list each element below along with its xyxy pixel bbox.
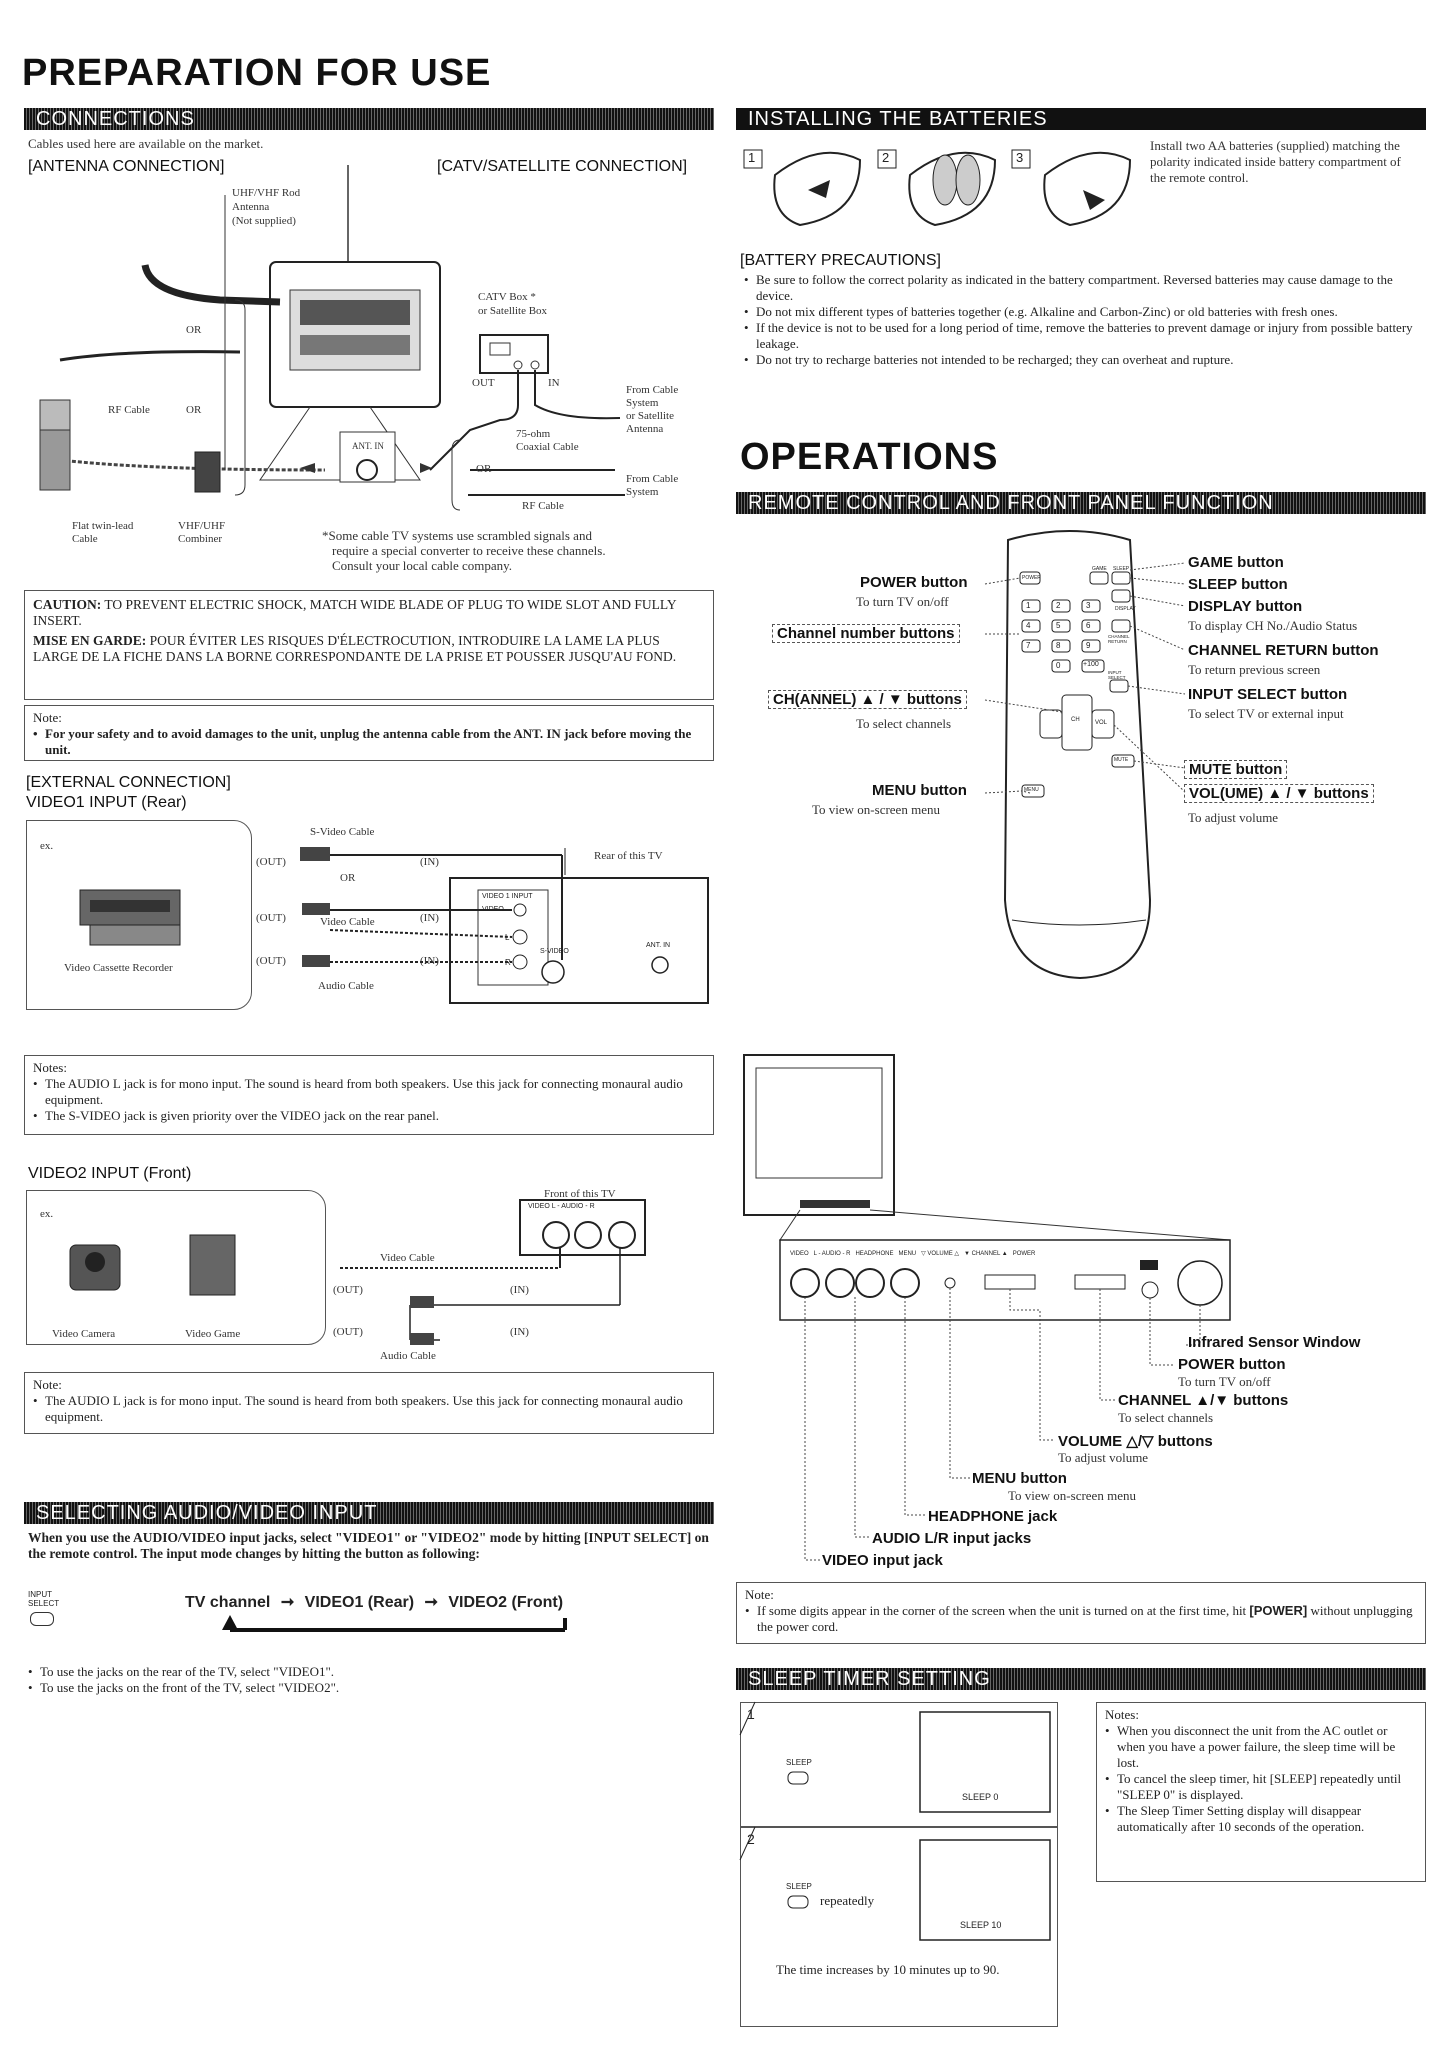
front-panel-labels: VIDEO L - AUDIO - R HEADPHONE MENU ▽ VOLUME △ ▼ CHANNEL ▲ POWER: [790, 1251, 1036, 1257]
remote-header: REMOTE CONTROL AND FRONT PANEL FUNCTION: [736, 492, 1426, 514]
display-desc: To display CH No./Audio Status: [1188, 618, 1358, 633]
ant-in-label: ANT. IN: [352, 441, 384, 451]
video1-title: VIDEO1 INPUT (Rear): [26, 794, 187, 811]
fp-power-desc: To turn TV on/off: [1178, 1374, 1271, 1389]
step-1: 1: [748, 150, 756, 165]
out-label: (OUT): [256, 955, 286, 967]
fp-volume-label: VOLUME △/▽ buttons: [1058, 1433, 1213, 1450]
remote-power-key[interactable]: POWER: [1022, 575, 1041, 581]
ex-label: ex.: [40, 1208, 54, 1220]
ex-label: ex.: [40, 840, 54, 852]
power-desc: To turn TV on/off: [856, 594, 949, 609]
channel-desc: To select channels: [856, 716, 952, 731]
flat-twin-label: Flat twin-lead Cable: [72, 520, 134, 545]
or-label: OR: [476, 463, 492, 475]
video1-notes-box: Notes: • The AUDIO L jack is for mono input. The sound is heard from both speakers. Use this jack for connecting monaural audio equipment. • The S-VIDEO jack is given priority over the VIDEO jack on the rear panel.: [24, 1055, 714, 1135]
in-label: (IN): [510, 1284, 529, 1296]
antenna-label: UHF/VHF Rod Antenna (Not supplied): [232, 187, 301, 227]
remote-display-key[interactable]: DISPLAY: [1115, 606, 1136, 612]
selecting-tips: • To use the jacks on the rear of the TV, select "VIDEO1". • To use the jacks on the front of the TV, select "VIDEO2".: [28, 1664, 339, 1696]
rear-tv-label: Rear of this TV: [594, 850, 663, 862]
num-key[interactable]: 4: [1026, 621, 1031, 630]
sleep-header: SLEEP TIMER SETTING: [736, 1668, 1426, 1690]
page-title: PREPARATION FOR USE: [22, 52, 492, 94]
fp-headphone-label: HEADPHONE jack: [928, 1508, 1058, 1525]
menu-desc: To view on-screen menu: [812, 802, 940, 817]
from-cable-label: From Cable System or Satellite Antenna: [626, 384, 679, 435]
in-label: (IN): [420, 912, 439, 924]
coax-label: 75-ohm Coaxial Cable: [516, 428, 579, 453]
remote-game-key[interactable]: GAME: [1092, 566, 1107, 572]
l-jack-label: L: [505, 933, 510, 942]
input-select-desc: To select TV or external input: [1188, 706, 1344, 721]
in-label: (IN): [420, 955, 439, 967]
vcr-label: Video Cassette Recorder: [64, 962, 173, 974]
external-connection-title: [EXTERNAL CONNECTION]: [26, 774, 231, 791]
scrambled-note: *Some cable TV systems use scrambled signals and require a special converter to receive these channels. Consult your local cable company.: [322, 528, 606, 573]
channel-return-desc: To return previous screen: [1188, 662, 1321, 677]
num-key[interactable]: 2: [1056, 601, 1061, 610]
channel-return-label: CHANNEL RETURN button: [1188, 642, 1379, 659]
remote-mute-key[interactable]: MUTE: [1114, 757, 1129, 763]
out-label: (OUT): [333, 1284, 363, 1296]
caution-box: CAUTION: TO PREVENT ELECTRIC SHOCK, MATCH WIDE BLADE OF PLUG TO WIDE SLOT AND FULLY INSERT. MISE EN GARDE: POUR ÉVITER LES RISQUES D'ÉLECTROCUTION, INTRODUIRE LA LAME LA PLUS LARGE DE LA FICHE DANS LA BORNE CORRESPONDANTE DE LA PRISE ET POUSSER JUSQU'AU FOND.: [24, 590, 714, 700]
catv-box-label: CATV Box * or Satellite Box: [478, 291, 548, 317]
ant-in-label: ANT. IN: [646, 942, 671, 949]
video2-note-box: Note: • The AUDIO L jack is for mono input. The sound is heard from both speakers. Use this jack for connecting monaural audio equipment.: [24, 1372, 714, 1434]
from-cable-system-label: From Cable System: [626, 473, 679, 498]
fp-channel-desc: To select channels: [1118, 1410, 1214, 1425]
out-label: OUT: [472, 377, 495, 389]
or-label: OR: [186, 324, 202, 336]
cables-note: Cables used here are available on the market.: [28, 136, 264, 151]
r-jack-label: R: [505, 958, 511, 967]
num-key[interactable]: 1: [1026, 601, 1031, 610]
remote-menu-key[interactable]: MENU: [1024, 787, 1039, 793]
remote-vol-key[interactable]: VOL: [1095, 720, 1108, 726]
repeatedly-label: repeatedly: [820, 1893, 875, 1908]
svideo-jack-label: S-VIDEO: [540, 948, 569, 955]
out-label: (OUT): [256, 912, 286, 924]
front-jack-label: VIDEO L - AUDIO - R: [528, 1203, 595, 1210]
infrared-label: Infrared Sensor Window: [1188, 1334, 1361, 1351]
input-select-label: INPUT SELECT: [28, 1590, 60, 1608]
catv-connection-title: [CATV/SATELLITE CONNECTION]: [437, 158, 688, 175]
num-key[interactable]: 7: [1026, 641, 1031, 650]
menu-button-label: MENU button: [872, 782, 967, 799]
step-3: 3: [1016, 150, 1024, 165]
svideo-cable-label: S-Video Cable: [310, 826, 375, 838]
sleep-screen-2: SLEEP 10: [960, 1920, 1002, 1930]
sleep-notes-box: Notes: • When you disconnect the unit from the AC outlet or when you have a power failure, the sleep time will be lost. • To cancel the sleep timer, hit [SLEEP] repeatedly until "SLEEP 0" is displayed. • The Sleep Timer Setting display will disappear automatically after 10 seconds of the operation.: [1096, 1702, 1426, 1882]
batteries-header: INSTALLING THE BATTERIES: [736, 108, 1426, 130]
remote-ch-return-key[interactable]: CHANNEL RETURN: [1108, 634, 1130, 644]
audio-cable-label: Audio Cable: [318, 980, 374, 992]
selecting-header: SELECTING AUDIO/VIDEO INPUT: [24, 1502, 714, 1524]
rf-cable-label: RF Cable: [108, 404, 150, 416]
video-jack-label: VIDEO: [482, 906, 504, 913]
num-key[interactable]: 6: [1086, 621, 1091, 630]
mute-button-label: MUTE button: [1184, 760, 1287, 779]
or-label: OR: [340, 872, 356, 884]
sleep-increase-text: The time increases by 10 minutes up to 90.: [776, 1962, 1000, 1977]
fp-volume-desc: To adjust volume: [1058, 1450, 1149, 1465]
channel-updown-label: CH(ANNEL) ▲ / ▼ buttons: [768, 690, 967, 709]
combiner-label: VHF/UHF Combiner: [178, 520, 226, 545]
remote-sleep-key[interactable]: SLEEP: [1113, 566, 1130, 572]
num-key[interactable]: 5: [1056, 621, 1061, 630]
or-label: OR: [186, 404, 202, 416]
num-key[interactable]: +100: [1083, 661, 1099, 668]
battery-precautions: • Be sure to follow the correct polarity as indicated in the battery compartment. Reversed batteries may cause damage to the device. • Do not mix different types of batteries together (e.g. Alkaline and Carbon-Zinc) or old batteries with fresh ones. • If the device is not to be used for a long period of time, remove the batteries to prevent damage or injury from possible battery leakage. • Do not try to recharge batteries not intended to be recharged; they can overheat and rupture.: [744, 272, 1424, 368]
fp-video-label: VIDEO input jack: [822, 1552, 943, 1569]
operations-title: OPERATIONS: [740, 436, 999, 478]
antenna-note-box: Note: • For your safety and to avoid damages to the unit, unplug the antenna cable from the ANT. IN jack before moving the unit.: [24, 705, 714, 761]
sleep-screen-1: SLEEP 0: [962, 1792, 999, 1802]
selecting-intro: When you use the AUDIO/VIDEO input jacks, select "VIDEO1" or "VIDEO2" mode by hitting [INPUT SELECT] on the remote control. The input mode changes by hitting the button as following:: [28, 1530, 709, 1561]
power-button-label: POWER button: [860, 574, 968, 591]
num-key[interactable]: 9: [1086, 641, 1091, 650]
video2-title: VIDEO2 INPUT (Front): [28, 1165, 192, 1182]
remote-input-key[interactable]: INPUT SELECT: [1108, 670, 1126, 680]
in-label: (IN): [510, 1326, 529, 1338]
rf-cable-label: RF Cable: [522, 500, 564, 512]
num-key[interactable]: 0: [1056, 661, 1061, 670]
in-label: (IN): [420, 856, 439, 868]
fp-menu-label: MENU button: [972, 1470, 1067, 1487]
video-cable-label: Video Cable: [320, 916, 375, 928]
volume-button-label: VOL(UME) ▲ / ▼ buttons: [1184, 784, 1374, 803]
remote-ch-key[interactable]: CH: [1071, 717, 1080, 723]
battery-precautions-title: [BATTERY PRECAUTIONS]: [740, 252, 941, 269]
game-label: Video Game: [185, 1328, 241, 1340]
input-chain: TV channel ➞ VIDEO1 (Rear) ➞ VIDEO2 (Front): [185, 1594, 564, 1611]
front-tv-label: Front of this TV: [544, 1188, 616, 1200]
sleep-button-label: SLEEP button: [1188, 576, 1288, 593]
game-button-label: GAME button: [1188, 554, 1284, 571]
sleep-button[interactable]: SLEEP: [786, 1882, 812, 1891]
fp-power-label: POWER button: [1178, 1356, 1286, 1373]
out-label: (OUT): [256, 856, 286, 868]
step-2: 2: [882, 150, 890, 165]
volume-desc: To adjust volume: [1188, 810, 1279, 825]
fp-audio-label: AUDIO L/R input jacks: [872, 1530, 1032, 1547]
antenna-connection-title: [ANTENNA CONNECTION]: [28, 158, 225, 175]
num-key[interactable]: 8: [1056, 641, 1061, 650]
power-note-box: Note: • If some digits appear in the corner of the screen when the unit is turned on at the first time, hit [POWER] without unplugging the power cord.: [736, 1582, 1426, 1644]
sleep-step-2-number: 2: [747, 1831, 755, 1847]
connections-header: CONNECTIONS: [24, 108, 714, 130]
audio-cable-label: Audio Cable: [380, 1350, 436, 1362]
sleep-step-1-number: 1: [747, 1706, 755, 1722]
input-select-label: INPUT SELECT button: [1188, 686, 1348, 703]
video-cable-label: Video Cable: [380, 1252, 435, 1264]
camera-label: Video Camera: [52, 1328, 116, 1340]
fp-channel-label: CHANNEL ▲/▼ buttons: [1118, 1392, 1289, 1409]
in-label: IN: [548, 377, 560, 389]
out-label: (OUT): [333, 1326, 363, 1338]
fp-menu-desc: To view on-screen menu: [1008, 1488, 1136, 1503]
num-key[interactable]: 3: [1086, 601, 1091, 610]
channel-number-label: Channel number buttons: [772, 624, 960, 643]
sleep-button[interactable]: SLEEP: [786, 1758, 812, 1767]
display-button-label: DISPLAY button: [1188, 598, 1303, 615]
battery-install-text: Install two AA batteries (supplied) matching the polarity indicated inside battery compartment of the remote control.: [1150, 138, 1401, 185]
video1-input-label: VIDEO 1 INPUT: [482, 893, 533, 900]
